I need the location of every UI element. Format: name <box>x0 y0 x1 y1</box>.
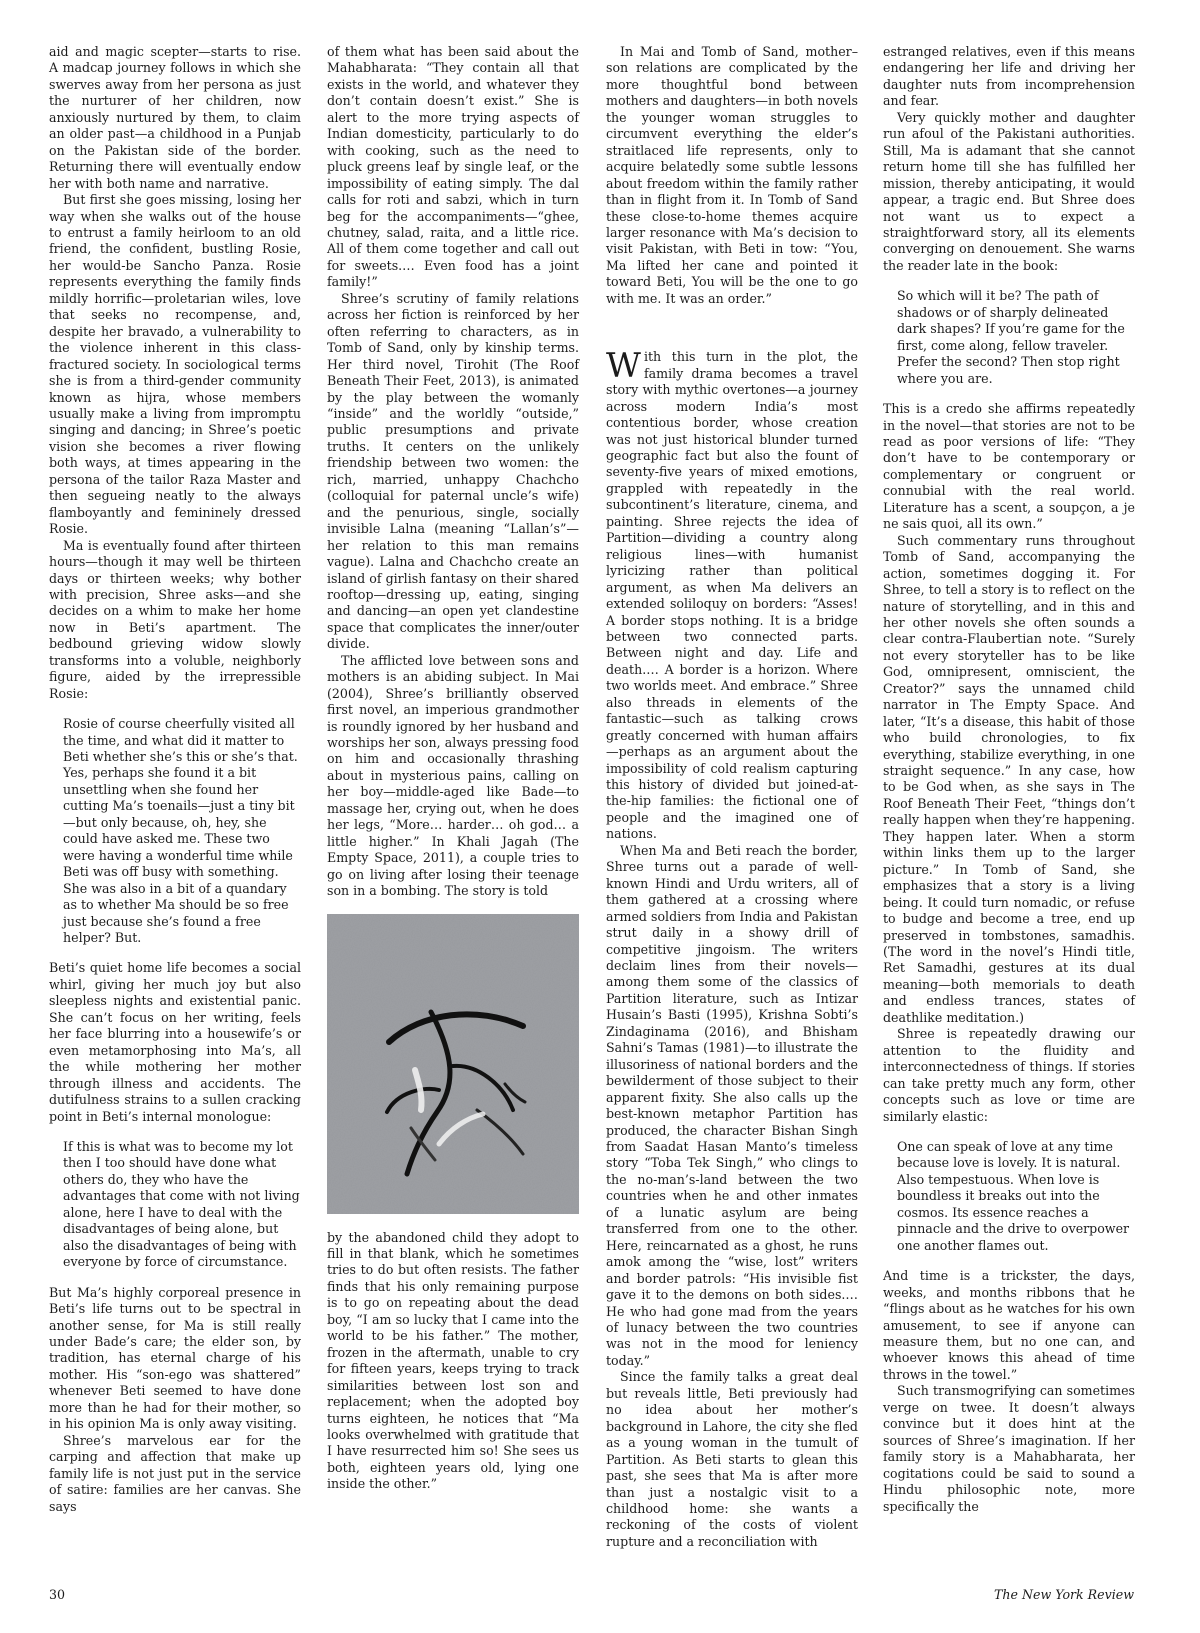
paragraph: of them what has been said about the Mahabharata: “They contain all that exists in the world, and whatever they don’t contain doesn’t exist.” She is alert to the more trying aspects of Indian domesticity, particularly to do with cooking, such as the need to pluck greens leaf by single leaf, or the impossibility of eating simply. The dal calls for roti and sabzi, which in turn beg for the accompaniments—“ghee, chutney, salad, raita, and a little rice. All of them come together and call out for sweets.… Even food has a joint family!” <box>327 44 579 290</box>
drop-cap: W <box>606 346 641 387</box>
paragraph: But Ma’s highly corporeal presence in Beti’s life turns out to be spectral in another sense, for Ma is still really under Bade’s care; the elder son, by tradition, has eternal charge of his mother. His “son-ego was shattered” whenever Beti seemed to have done more than he had for their mother, so in his opinion Ma is only away visiting. <box>49 1284 301 1432</box>
block-quote-text: If this is what was to become my lot then I too should have done what others do, they who have the advantages that come with not living alone, here I have to deal with the disadvantages of being alone, but also the disadvantages of being with everyone by force of circumstance. <box>63 1139 300 1270</box>
publication-name: The New York Review <box>994 1587 1134 1602</box>
paragraph: Such commentary runs throughout Tomb of Sand, accompanying the action, sometimes dogging it. For Shree, to tell a story is to reflect on the nature of storytelling, and in this and her other novels she often sounds a clear contra-Flaubertian note. “Surely not every storyteller has to be like God, omnipresent, omniscient, the Creator?” says the unnamed child narrator in The Empty Space. And later, “It’s a disease, this habit of those who build chronologies, to fix everything, stabilize everything, in one straight sequence.” In any case, how to be God when, as she says in The Roof Beneath Their Feet, “things don’t really happen when they’re happening. They happen later. When a storm within links them up to the larger picture.” In Tomb of Sand, she emphasizes that a story is a living being. It could turn nomadic, or refuse to budge and become a tree, end up preserved in tombstones, samadhis. (The word in the novel’s Hindi title, Ret Samadhi, gestures at its dual meaning—both memorials to death and endless trances, states of deathlike meditation.) <box>883 532 1135 1025</box>
page-number: 30 <box>49 1587 66 1602</box>
section-opening-paragraph <box>606 346 858 843</box>
paragraph-text: ith this turn in the plot, the family drama becomes a travel story with mythic overtones—a journey across modern India’s most contentious border, whose creation was not just historical blunder turned geographic fact but also the fount of seventy-five years of mixed emotions, grappled with repeatedly in the subcontinent’s literature, cinema, and painting. Shree rejects the idea of Partition—dividing a country along religious lines—with humanist lyricizing rather than political argument, as when Ma delivers an extended soliloquy on borders: “Asses! A border stops nothing. It is a bridge between two connected parts. Between night and day. Life and death.… A border is a horizon. Where two worlds meet. And embrace.” Shree also threads in elements of the fantastic—such as talking crows greatly concerned with human affairs—perhaps as an argument about the impossibility of cold realism capturing this history of divided but joined-at-the-hip families: the fictional one of people and the imagined one of nations. <box>606 349 858 842</box>
block-quote <box>63 1139 301 1271</box>
paragraph: estranged relatives, even if this means endangering her life and driving her daughter nuts from incomprehension and fear. <box>883 44 1135 109</box>
block-quote <box>897 1139 1135 1254</box>
column-4 <box>883 44 1135 1515</box>
block-quote-text: So which will it be? The path of shadows or of sharply delineated dark shapes? If you’re game for the first, come along, fellow traveler. Prefer the second? Then stop right where you are. <box>897 288 1125 386</box>
paragraph: Shree is repeatedly drawing our attention to the fluidity and interconnectedness of things. If stories can take pretty much any form, other concepts such as love or time are similarly elastic: <box>883 1026 1135 1124</box>
section-break <box>606 307 858 349</box>
block-quote-text: One can speak of love at any time because love is lovely. It is natural. Also tempestuous. When love is boundless it breaks out into the cosmos. Its essence reaches a pinnacle and the drive to overpower one another flames out. <box>897 1139 1130 1253</box>
block-quote <box>897 288 1135 387</box>
paragraph: Ma is eventually found after thirteen hours—though it may well be thirteen days or thirteen weeks; why bother with precision, Shree asks—and she decides on a whim to make her home now in Beti’s apartment. The bedbound grieving widow slowly transforms into a voluble, neighborly figure, aided by the irrepressible Rosie: <box>49 537 301 701</box>
paragraph: And time is a trickster, the days, weeks, and months ribbons that he “flings about as he watches for his own amusement, to see if anyone can measure them, but no one can, and whoever knows this ahead of time throws in the towel.” <box>883 1268 1135 1382</box>
column-3 <box>606 44 858 1550</box>
paragraph: aid and magic scepter—starts to rise. A madcap journey follows in which she swerves away from her persona as just the nurturer of her children, now anxiously nurtured by them, to claim an older past—a childhood in a Punjab on the Pakistan side of the border. Returning there will eventually endow her with both name and narrative. <box>49 44 301 191</box>
paragraph: Beti’s quiet home life becomes a social whirl, giving her much joy but also sleepless nights and existential panic. She can’t focus on her writing, feels her face blurring into a housewife’s or even metamorphosing into Ma’s, all the while mothering her mother through illness and accidents. The dutifulness strains to a sullen cracking point in Beti’s internal monologue: <box>49 960 301 1124</box>
column-2 <box>327 44 579 1493</box>
block-quote-text: Rosie of course cheerfully visited all the time, and what did it matter to Beti whether she’s this or she’s that. Yes, perhaps she found it a bit unsettling when she found her cutting Ma’s toenails—just a tiny bit—but only because, oh, hey, she could have asked me. These two were having a wonderful time while Beti was off busy with something. She was also in a bit of a quandary as to whether Ma should be so free just because she’s found a free helper? But. <box>63 716 298 946</box>
paragraph: Shree’s scrutiny of family relations across her fiction is reinforced by her often referring to characters, as in Tomb of Sand, only by kinship terms. Her third novel, Tirohit (The Roof Beneath Their Feet, 2013), is animated by the play between the womanly “inside” and the worldly “outside,” public presumptions and private truths. It centers on the unlikely friendship between two women: the rich, married, unhappy Chachcho (colloquial for paternal uncle’s wife) and the penurious, single, socially invisible Lalna (meaning “Lallan’s”—her relation to this man remains vague). Lalna and Chachcho create an island of girlish fantasy on their shared rooftop—dressing up, eating, singing and dancing—an open yet clandestine space that complicates the inner/outer divide. <box>327 290 579 652</box>
paragraph: When Ma and Beti reach the border, Shree turns out a parade of well-known Hindi and Urdu writers, all of them gathered at a crossing where armed soldiers from India and Pakistan strut daily in a showy drill of competitive jingoism. The writers declaim lines from their novels—among them some of the classics of Partition literature, such as Intizar Husain’s Basti (1995), Krishna Sobti’s Zindaginama (2016), and Bhisham Sahni’s Tamas (1981)—to illustrate the illusoriness of national borders and the bewilderment of those subject to their apparent fixity. She also calls up the best-known metaphor Partition has produced, the character Bishan Singh from Saadat Hasan Manto’s timeless story “Toba Tek Singh,” who clings to the no-man’s-land between the two countries when he and other inmates of a lunatic asylum are being transferred from one to the other. Here, reincarnated as a ghost, he runs amok among the “wise, lost” writers and border patrols: “His invisible fist gave it to the demons on both sides.… He who had gone mad from the years of lunacy between the two countries was not in the mood for leniency today.” <box>606 842 858 1368</box>
column-1 <box>49 44 301 1515</box>
illustration <box>327 914 579 1214</box>
paragraph: This is a credo she affirms repeatedly in the novel—that stories are not to be read as poor versions of life: “They don’t have to be contemporary or complementary or congruent or connubial with the real world. Literature has a scent, a soupçon, a je ne sais quoi, all its own.” <box>883 401 1135 532</box>
paragraph: But first she goes missing, losing her way when she walks out of the house to entrust a family heirloom to an old friend, the confident, bustling Rosie, her would-be Sancho Panza. Rosie represents everything the family finds mildly horrific—proletarian wiles, love that seeks no recompense, and, despite her bravado, a vulnerability to the violence inherent in this class-fractured society. In sociological terms she is from a third-gender community known as hijra, whose members usually make a living from impromptu singing and dancing; in Shree’s poetic vision she becomes a river flowing both ways, at times appearing in the persona of the tailor Raza Master and then segueing neatly to the always flamboyantly and femininely dressed Rosie. <box>49 192 301 537</box>
paragraph: In Mai and Tomb of Sand, mother–son relations are complicated by the more thoughtful bond between mothers and daughters—in both novels the younger woman struggles to circumvent everything the elder’s straitlaced life represents, only to acquire belatedly some subtle lessons about freedom within the family rather than in flight from it. In Tomb of Sand these close-to-home themes acquire larger resonance with Ma’s decision to visit Pakistan, with Beti in tow: “You, Ma lifted her cane and pointed it toward Beti, You will be the one to go with me. It was an order.” <box>606 44 858 306</box>
block-quote <box>63 716 301 946</box>
paragraph: The afflicted love between sons and mothers is an abiding subject. In Mai (2004), Shree’s brilliantly observed first novel, an imperious grandmother is roundly ignored by her husband and worships her son, always pressing food on him and occasionally thrashing about in mysterious pains, calling on her boy—middle-aged like Bade—to massage her, crying out, when he does her legs, “More… harder… oh god… a little higher.” In Khali Jagah (The Empty Space, 2011), a couple tries to go on living after losing their teenage son in a bombing. The story is told <box>327 652 579 899</box>
paragraph: Very quickly mother and daughter run afoul of the Pakistani authorities. Still, Ma is adamant that she cannot return home till she has fulfilled her mission, thereby anticipating, it would appear, a tragic end. But Shree does not want us to expect a straightforward story, all its elements converging on denouement. She warns the reader late in the book: <box>883 109 1135 273</box>
paragraph: Since the family talks a great deal but reveals little, Beti previously had no idea about her mother’s background in Lahore, the city she fled as a young woman in the tumult of Partition. As Beti starts to glean this past, she sees that Ma is after more than just a nostalgic visit to a childhood home: she wants a reckoning of the costs of violent rupture and a reconciliation with <box>606 1369 858 1549</box>
paragraph: Such transmogrifying can sometimes verge on twee. It doesn’t always convince but it does hint at the sources of Shree’s imagination. If her family story is a Mahabharata, her cogitations could be said to sound a Hindu philosophic note, more specifically the <box>883 1383 1135 1514</box>
paragraph: Shree’s marvelous ear for the carping and affection that make up family life is not just put in the service of satire: families are her canvas. She says <box>49 1432 301 1514</box>
paragraph: by the abandoned child they adopt to fill in that blank, which he sometimes tries to do but often resists. The father finds that his only remaining purpose is to go on repeating about the dead boy, “I am so lucky that I came into the world to be his father.” The mother, frozen in the aftermath, unable to cry for fifteen years, keeps trying to track similarities between lost son and replacement; when the adopted boy turns eighteen, he notices that “Ma looks overwhelmed with gratitude that I have resurrected him so! She sees us both, eighteen years old, lying one inside the other.” <box>327 1229 579 1492</box>
